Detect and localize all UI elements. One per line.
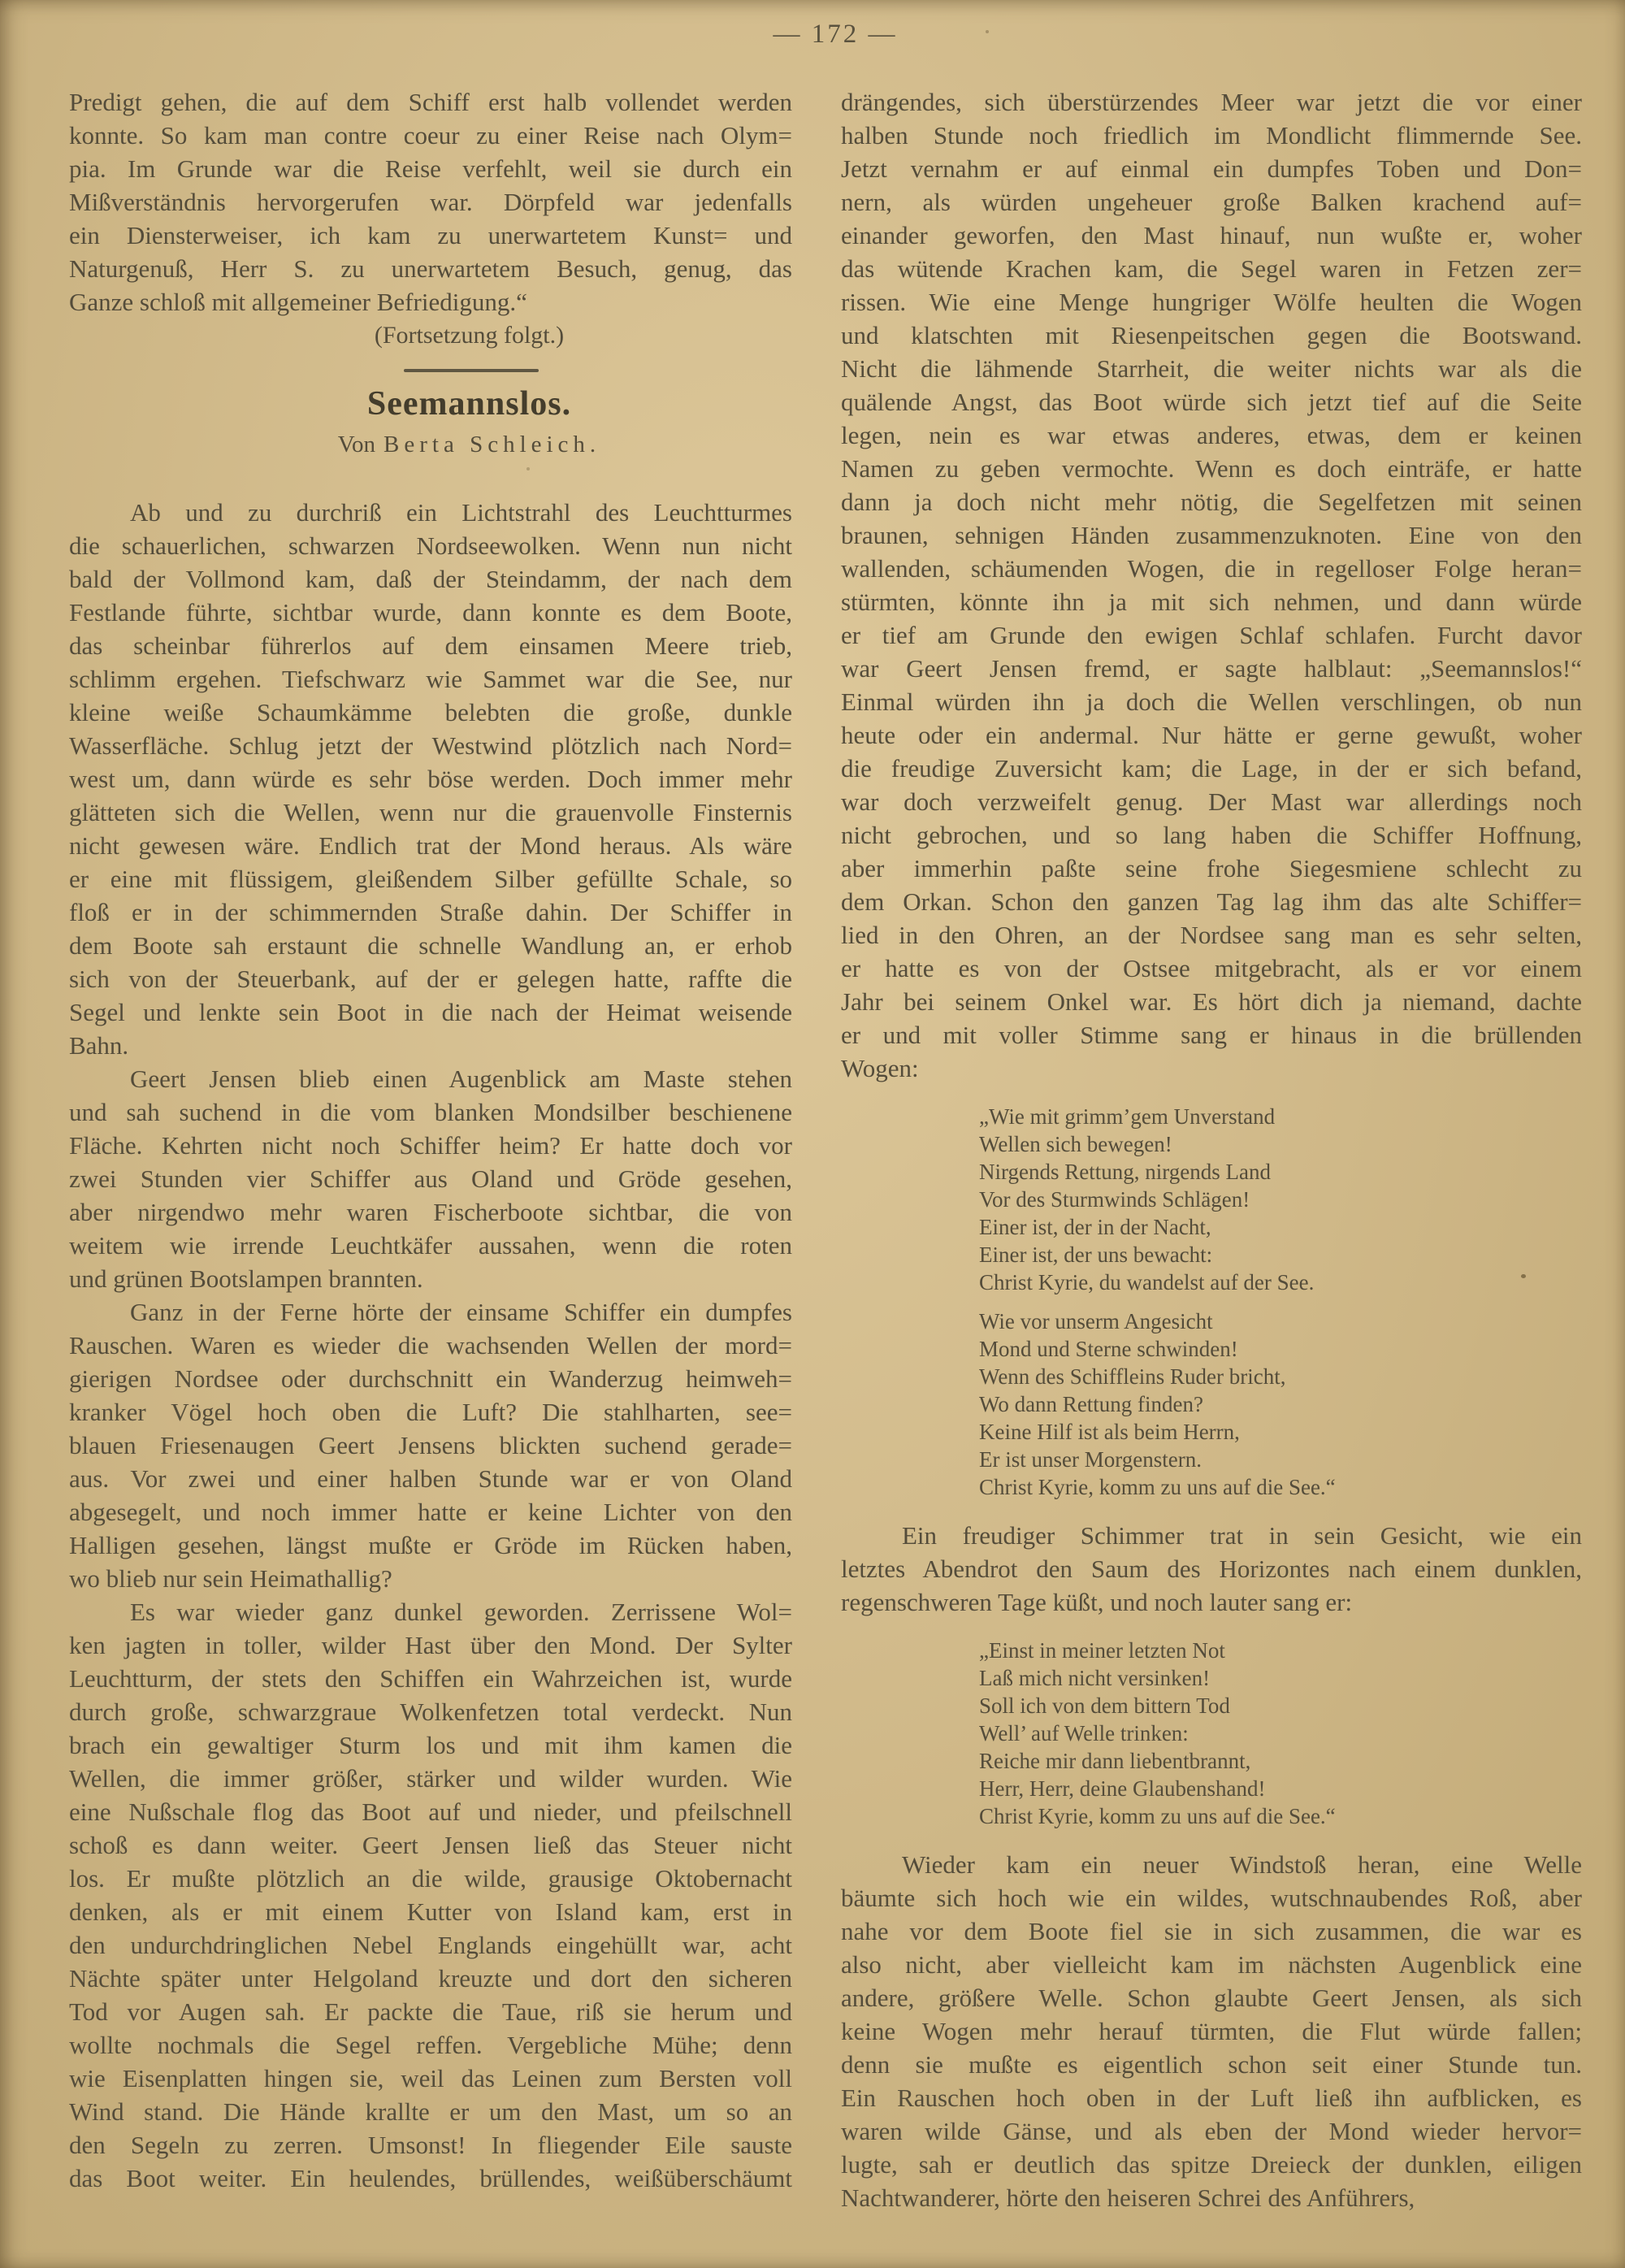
text-line: legen, nein es war etwas anderes, etwas, dem er keinen	[841, 421, 1582, 449]
text-line: rissen. Wie eine Menge hungriger Wölfe heulten die Wogen	[841, 288, 1582, 316]
song-verse	[841, 1637, 1582, 1830]
text-line: wie Eisenplatten hingen sie, weil das Leinen zum Bersten voll	[69, 2064, 792, 2092]
text-line: Nachtwanderer, hörte den heiseren Schrei des Anführers,	[841, 2183, 1415, 2212]
verse-stanza	[979, 1103, 1582, 1296]
text-line: zwei Stunden vier Schiffer aus Oland und Gröde gesehen,	[69, 1164, 792, 1193]
verse-line: Wo dann Rettung finden?	[979, 1392, 1204, 1416]
verse-line: Vor des Sturmwinds Schlägen!	[979, 1187, 1250, 1212]
text-line: heute oder ein andermal. Nur hätte er gerne gewußt, woher	[841, 721, 1582, 749]
text-line: Geert Jensen blieb einen Augenblick am Maste stehen	[130, 1065, 792, 1093]
text-line: Es war wieder ganz dunkel geworden. Zerrissene Wol=	[130, 1598, 792, 1626]
text-line: Wellen, die immer größer, stärker und wilder wurden. Wie	[69, 1764, 792, 1793]
text-line: das scheinbar führerlos auf dem einsamen Meere trieb,	[69, 631, 792, 660]
text-line: Wogen:	[841, 1054, 919, 1082]
text-line: aber nirgendwo mehr waren Fischerboote sichtbar, die von	[69, 1198, 792, 1226]
text-line: einander geworfen, den Mast hinauf, nun wußte er, woher	[841, 221, 1582, 249]
verse-line: „Wie mit grimm’gem Unverstand	[979, 1104, 1276, 1129]
text-line: Rauschen. Waren es wieder die wachsenden Wellen der mord=	[69, 1331, 792, 1359]
text-line: konnte. So kam man contre coeur zu einer Reise nach Olym=	[69, 121, 792, 150]
text-line: Ganze schloß mit allgemeiner Befriedigung.“	[69, 288, 527, 316]
continuation-note: (Fortsetzung folgt.)	[374, 322, 565, 349]
text-line: wollte nochmals die Segel reffen. Vergebliche Mühe; denn	[69, 2031, 792, 2059]
section-divider-rule	[404, 369, 539, 372]
text-line: Ein Rauschen hoch oben in der Luft ließ ihn aufblicken, es	[841, 2084, 1582, 2112]
song-verse	[841, 1103, 1582, 1501]
text-line: andere, größere Welle. Schon glaubte Geert Jensen, als sich	[841, 1984, 1582, 2012]
paragraph	[841, 1519, 1582, 1619]
text-line: war Geert Jensen fremd, er sagte halblaut: „Seemannslos!“	[841, 654, 1582, 683]
text-line: denken, als er mit einem Kutter von Island kam, erst in	[69, 1897, 792, 1926]
text-line: Wasserfläche. Schlug jetzt der Westwind plötzlich nach Nord=	[69, 731, 792, 760]
byline-prefix: Von	[337, 431, 376, 458]
text-line: Segel und lenkte sein Boot in die nach der Heimat weisende	[69, 998, 792, 1026]
text-line: schoß es dann weiter. Geert Jensen ließ das Steuer nicht	[69, 1831, 792, 1859]
right-column	[841, 85, 1582, 2214]
paragraph	[69, 1062, 792, 1295]
text-line: Fläche. Kehrten nicht noch Schiffer heim? Er hatte doch vor	[69, 1131, 792, 1160]
text-line: keine Wogen mehr herauf türmten, die Flut würde fallen;	[841, 2017, 1582, 2045]
text-line: bald der Vollmond kam, daß der Steindamm, der nach dem	[69, 565, 792, 593]
text-line: blauen Friesenaugen Geert Jensens blickten suchend gerade=	[69, 1431, 792, 1459]
paper-speck	[986, 30, 989, 33]
text-line: Jetzt vernahm er auf einmal ein dumpfes Toben und Don=	[841, 154, 1582, 183]
text-line: brach ein gewaltiger Sturm los und mit ihm kamen die	[69, 1731, 792, 1759]
paper-speck	[526, 467, 530, 471]
text-line: Predigt gehen, die auf dem Schiff erst halb vollendet werden	[69, 88, 792, 116]
text-line: floß er in der schimmernden Straße dahin. Der Schiffer in	[69, 898, 792, 926]
text-line: sich von der Steuerbank, auf der er gelegen hatte, raffte die	[69, 965, 792, 993]
text-line: er tief am Grunde den ewigen Schlaf schlafen. Furcht davor	[841, 621, 1582, 649]
text-line: und grünen Bootslampen brannten.	[69, 1264, 423, 1293]
text-line: wo blieb nur sein Heimathallig?	[69, 1564, 392, 1593]
text-line: die schauerlichen, schwarzen Nordseewolken. Wenn nun nicht	[69, 531, 792, 560]
text-line: den Segeln zu zerren. Umsonst! In fliegender Eile sauste	[69, 2131, 792, 2159]
verse-line: Keine Hilf ist als beim Herrn,	[979, 1420, 1240, 1444]
text-line: Leuchtturm, der stets den Schiffen ein Wahrzeichen ist, wurde	[69, 1664, 792, 1693]
text-line: kranker Vögel hoch oben die Luft? Die stahlharten, see=	[69, 1398, 792, 1426]
text-line: er und mit voller Stimme sang er hinaus in die brüllenden	[841, 1021, 1582, 1049]
text-line: den undurchdringlichen Nebel Englands eingehüllt war, acht	[69, 1931, 792, 1959]
text-line: gierigen Nordsee oder durchschnitt ein Wanderzug heimweh=	[69, 1364, 792, 1393]
text-line: drängendes, sich überstürzendes Meer war jetzt die vor einer	[841, 88, 1582, 116]
text-line: Ab und zu durchriß ein Lichtstrahl des Leuchtturmes	[130, 498, 792, 527]
verse-line: Einer ist, der uns bewacht:	[979, 1242, 1213, 1267]
text-line: Einmal würden ihn ja doch die Wellen verschlingen, ob nun	[841, 687, 1582, 716]
text-line: dem Boote sah erstaunt die schnelle Wandlung an, er erhob	[69, 931, 792, 960]
text-line: nern, als würden ungeheuer große Balken krachend auf=	[841, 188, 1582, 216]
text-line: und klatschten mit Riesenpeitschen gegen die Bootswand.	[841, 321, 1582, 349]
text-line: Wieder kam ein neuer Windstoß heran, eine Welle	[902, 1850, 1582, 1879]
text-line: waren wilde Gänse, und als eben der Mond wieder hervor=	[841, 2117, 1582, 2145]
text-line: Halligen gesehen, längst mußte er Gröde im Rücken haben,	[69, 1531, 792, 1559]
verse-line: Christ Kyrie, du wandelst auf der See.	[979, 1270, 1315, 1294]
text-line: Namen zu geben vermochte. Wenn es doch einträfe, er hatte	[841, 454, 1582, 483]
verse-line: „Einst in meiner letzten Not	[979, 1638, 1225, 1663]
text-line: das wütende Krachen kam, die Segel waren in Fetzen zer=	[841, 254, 1582, 283]
paragraph	[69, 1295, 792, 1595]
text-line: bäumte sich hoch wie ein wildes, wutschnaubendes Roß, aber	[841, 1884, 1582, 1912]
verse-line: Wenn des Schiffleins Ruder bricht,	[979, 1364, 1286, 1389]
text-line: lugte, sah er deutlich das spitze Dreieck der dunklen, eiligen	[841, 2150, 1582, 2179]
text-line: regenschweren Tage küßt, und noch lauter sang er:	[841, 1588, 1353, 1616]
verse-stanza	[979, 1307, 1582, 1501]
text-line: pia. Im Grunde war die Reise verfehlt, weil sie durch ein	[69, 154, 792, 183]
verse-line: Reiche mir dann liebentbrannt,	[979, 1749, 1251, 1773]
text-line: letztes Abendrot den Saum des Horizontes nach einem dunklen,	[841, 1555, 1582, 1583]
text-line: quälende Angst, das Boot würde sich jetzt tief auf die Seite	[841, 388, 1582, 416]
text-line: dem Orkan. Schon den ganzen Tag lag ihm das alte Schiffer=	[841, 887, 1582, 916]
text-line: aus. Vor zwei und einer halben Stunde war er von Oland	[69, 1464, 792, 1493]
text-line: Nächte später unter Helgoland kreuzte und dort den sicheren	[69, 1964, 792, 1993]
text-line: weitem wie irrende Leuchtkäfer aussahen, wenn die roten	[69, 1231, 792, 1260]
author-name: Berta Schleich.	[384, 431, 601, 458]
text-line: nahe vor dem Boote fiel sie in sich zusammen, die war es	[841, 1917, 1582, 1945]
text-line: das Boot weiter. Ein heulendes, brüllendes, weißüberschäumt	[69, 2164, 792, 2192]
text-line: aber immerhin paßte seine frohe Siegesmiene schlecht zu	[841, 854, 1582, 882]
text-line: durch große, schwarzgraue Wolkenfetzen total verdeckt. Nun	[69, 1698, 792, 1726]
text-line: er hatte es von der Ostsee mitgebracht, als er vor einem	[841, 954, 1582, 982]
text-line: glätteten sich die Wellen, wenn nur die grauenvolle Finsternis	[69, 798, 792, 826]
text-line: Tod vor Augen sah. Er packte die Taue, riß sie herum und	[69, 1997, 792, 2026]
text-line: und sah suchend in die vom blanken Mondsilber beschienene	[69, 1098, 792, 1126]
text-line: war doch verzweifelt genug. Der Mast war allerdings noch	[841, 787, 1582, 816]
verse-line: Einer ist, der in der Nacht,	[979, 1215, 1211, 1239]
paragraph	[69, 496, 792, 1062]
text-line: ken jagten in toller, wilder Hast über den Mond. Der Sylter	[69, 1631, 792, 1659]
text-line: Ein freudiger Schimmer trat in sein Gesicht, wie ein	[902, 1521, 1582, 1550]
text-line: dann ja doch nicht mehr nötig, die Segelfetzen mit seinen	[841, 488, 1582, 516]
text-line: Bahn.	[69, 1031, 129, 1060]
text-line: er eine mit flüssigem, gleißendem Silber gefüllte Schale, so	[69, 865, 792, 893]
story-title: Seemannslos.	[366, 385, 572, 423]
verse-line: Herr, Herr, deine Glaubenshand!	[979, 1776, 1266, 1801]
text-line: Festlande führte, sichtbar wurde, dann konnte es dem Boote,	[69, 598, 792, 627]
text-line: wallenden, schäumenden Wogen, die in regelloser Folge heran=	[841, 554, 1582, 583]
paragraph	[841, 1848, 1582, 2214]
verse-line: Wie vor unserm Angesicht	[979, 1309, 1213, 1333]
left-column	[69, 85, 792, 2214]
verse-line: Well’ auf Welle trinken:	[979, 1721, 1189, 1745]
text-line: Wind stand. Die Hände krallte er um den Mast, um so an	[69, 2097, 792, 2126]
text-line: ein Diensterweiser, ich kam zu unerwartetem Kunst= und	[69, 221, 792, 249]
text-columns	[69, 85, 1582, 2214]
paragraph	[69, 1595, 792, 2195]
paper-speck	[1521, 1274, 1526, 1278]
text-line: lied in den Ohren, an der Nordsee sang man es sehr selten,	[841, 921, 1582, 949]
text-line: west um, dann würde es sehr böse werden. Doch immer mehr	[69, 765, 792, 793]
text-line: braunen, sehnigen Händen zusammenzuknoten. Eine von den	[841, 521, 1582, 549]
text-line: nicht gebrochen, und so lang haben die Schiffer Hoffnung,	[841, 821, 1582, 849]
paragraph	[69, 85, 792, 319]
verse-line: Er ist unser Morgenstern.	[979, 1447, 1202, 1472]
verse-stanza	[979, 1637, 1582, 1830]
text-line: abgesegelt, und noch immer hatte er keine Lichter von den	[69, 1498, 792, 1526]
text-line: denn sie mußte es eigentlich schon seit einer Stunde tun.	[841, 2050, 1582, 2079]
text-line: halben Stunde noch friedlich im Mondlicht flimmernde See.	[841, 121, 1582, 150]
verse-line: Christ Kyrie, komm zu uns auf die See.“	[979, 1475, 1336, 1499]
text-line: schlimm ergehen. Tiefschwarz wie Sammet war die See, nur	[69, 665, 792, 693]
text-line: Ganz in der Ferne hörte der einsame Schiffer ein dumpfes	[130, 1298, 792, 1326]
verse-line: Wellen sich bewegen!	[979, 1132, 1172, 1156]
text-line: Nicht die lähmende Starrheit, die weiter nichts war als die	[841, 354, 1582, 383]
story-byline	[69, 430, 792, 459]
page-number: — 172 —	[773, 20, 898, 49]
text-line: eine Nußschale flog das Boot auf und nieder, und pfeilschnell	[69, 1797, 792, 1826]
paragraph	[841, 85, 1582, 1085]
verse-line: Soll ich von dem bittern Tod	[979, 1693, 1230, 1718]
text-line: kleine weiße Schaumkämme belebten die große, dunkle	[69, 698, 792, 726]
text-line: Naturgenuß, Herr S. zu unerwartetem Besuch, genug, das	[69, 254, 792, 283]
text-line: die freudige Zuversicht kam; die Lage, in der er sich befand,	[841, 754, 1582, 783]
text-line: nicht gewesen wäre. Endlich trat der Mond heraus. Als wäre	[69, 831, 792, 860]
text-line: los. Er mußte plötzlich an die wilde, grausige Oktobernacht	[69, 1864, 792, 1893]
verse-line: Mond und Sterne schwinden!	[979, 1337, 1238, 1361]
verse-line: Laß mich nicht versinken!	[979, 1666, 1211, 1690]
text-line: Mißverständnis hervorgerufen war. Dörpfeld war jedenfalls	[69, 188, 792, 216]
text-line: also nicht, aber vielleicht kam im nächsten Augenblick eine	[841, 1950, 1582, 1979]
text-line: Jahr bei seinem Onkel war. Es hört dich ja niemand, dachte	[841, 987, 1582, 1016]
verse-line: Nirgends Rettung, nirgends Land	[979, 1160, 1271, 1184]
verse-line: Christ Kyrie, komm zu uns auf die See.“	[979, 1804, 1336, 1828]
text-line: stürmten, könnte ihn ja mit sich nehmen, und dann würde	[841, 588, 1582, 616]
